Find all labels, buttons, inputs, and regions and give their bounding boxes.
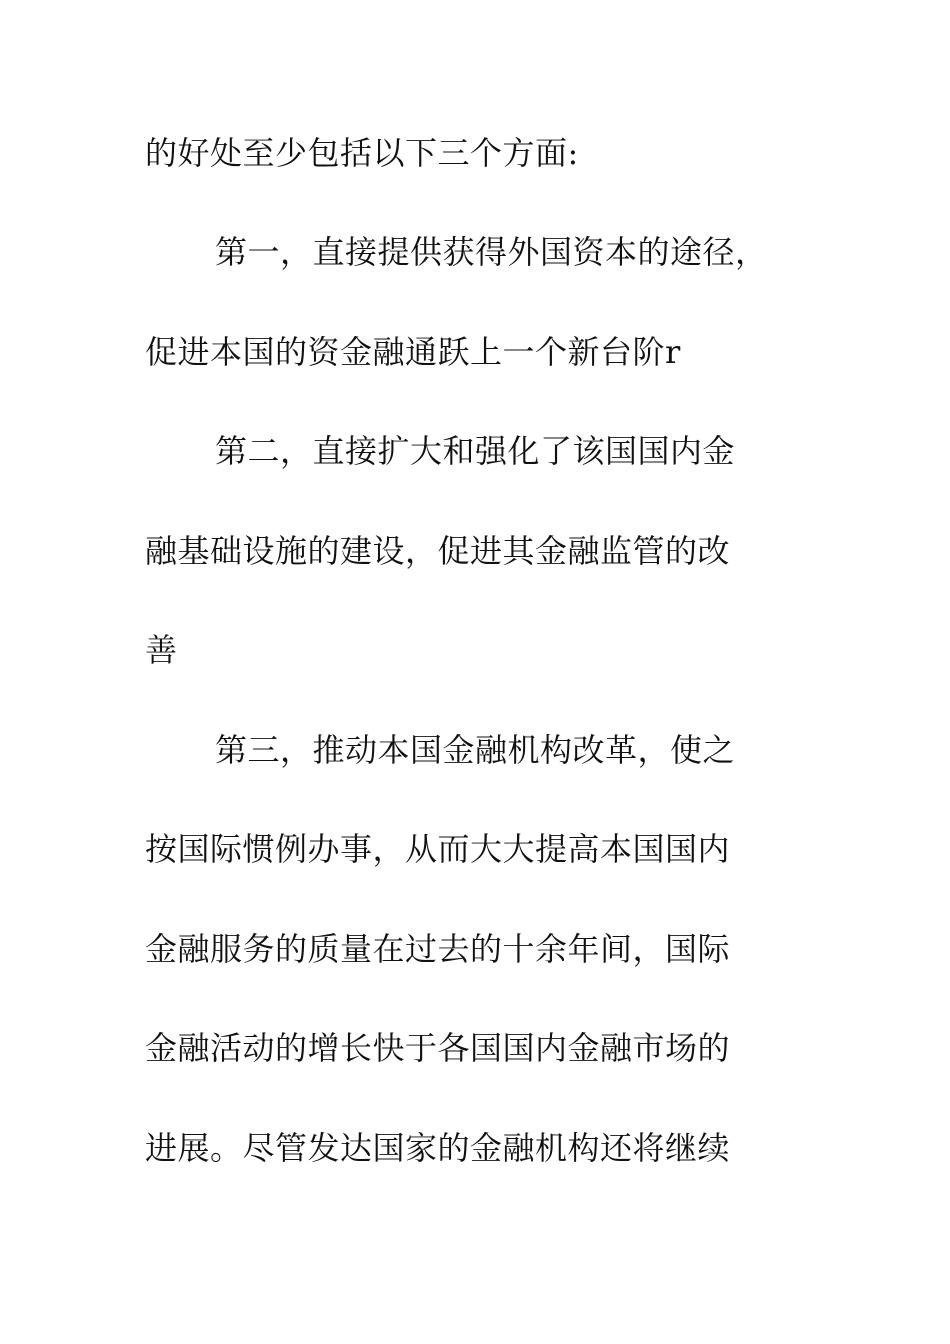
- text-line-11: 进展。尽管发达国家的金融机构还将继续: [145, 1129, 731, 1167]
- text-line-6: 善: [145, 631, 178, 669]
- text-line-4: 第二，直接扩大和强化了该国国内金: [215, 432, 736, 470]
- text-line-1: 的好处至少包括以下三个方面:: [145, 134, 579, 172]
- text-line-8: 按国际惯例办事，从而大大提高本国国内: [145, 830, 731, 868]
- text-line-9: 金融服务的质量在过去的十余年间，国际: [145, 930, 731, 968]
- text-line-7: 第三，推动本国金融机构改革，使之: [215, 731, 736, 769]
- text-line-3: 促进本国的资金融通跃上一个新台阶r: [145, 333, 681, 371]
- text-line-10: 金融活动的增长快于各国国内金融市场的: [145, 1029, 731, 1067]
- text-line-2: 第一，直接提供获得外国资本的途径，: [215, 233, 768, 271]
- text-line-5: 融基础设施的建设，促进其金融监管的改: [145, 532, 731, 570]
